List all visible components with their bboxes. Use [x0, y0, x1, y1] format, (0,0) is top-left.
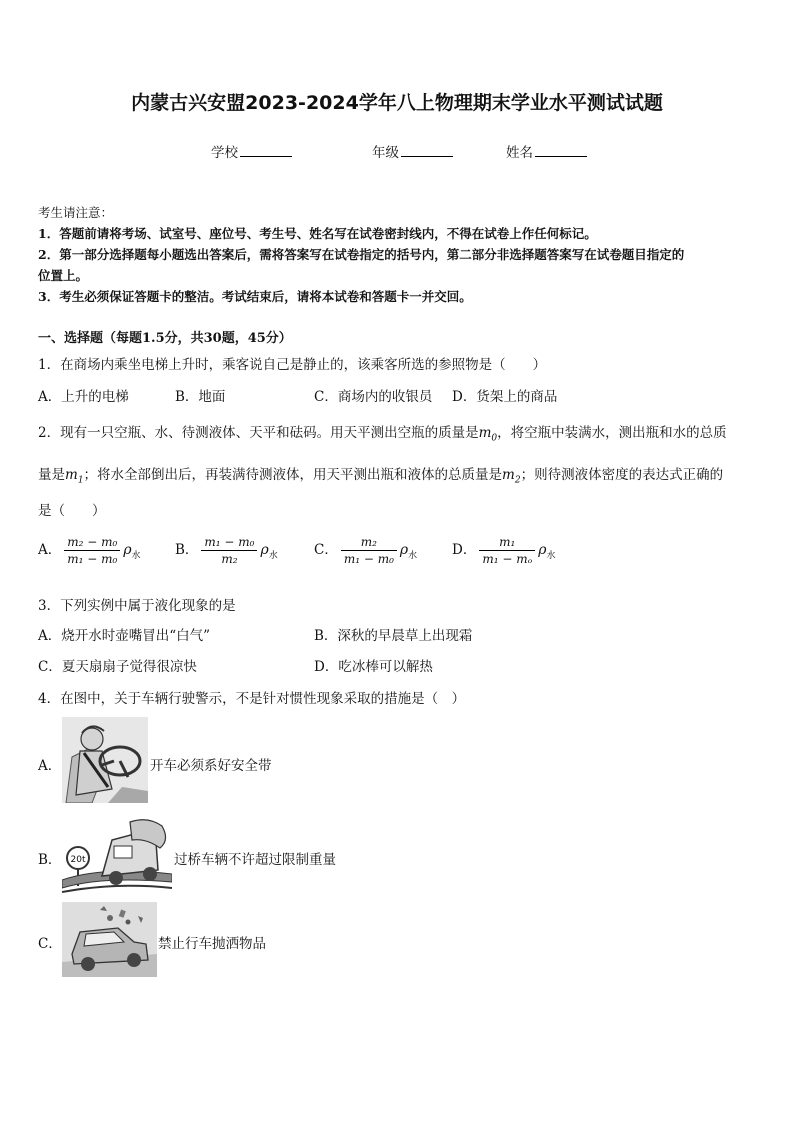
q2-text-1b: ，将空瓶中装满水，测出瓶和水的总质 — [497, 425, 727, 441]
notice-item-3: 3．考生必须保证答题卡的整洁。考试结束后，请将本试卷和答题卡一并交回。 — [38, 289, 472, 304]
q1-option-d[interactable]: D．货架上的商品 — [452, 389, 558, 405]
q3-option-a[interactable]: A．烧开水时壶嘴冒出“白气” — [38, 628, 211, 644]
seatbelt-driver-image — [62, 717, 148, 803]
q2-option-a[interactable] — [38, 534, 141, 567]
q2-option-c[interactable] — [314, 534, 417, 567]
weight-limit-sign-text: 20t — [70, 855, 86, 865]
q2-option-a-label: A． — [38, 542, 62, 558]
q4-option-c-text: 禁止行车抛洒物品 — [158, 936, 266, 952]
bridge-weight-limit-image — [62, 818, 172, 896]
name-blank[interactable] — [535, 144, 587, 157]
q4-option-a-text: 开车必须系好安全带 — [150, 758, 272, 774]
grade-field[interactable] — [372, 141, 453, 161]
q2-option-d-label: D． — [452, 542, 477, 558]
school-field[interactable] — [211, 141, 292, 161]
notice-heading: 考生请注意： — [38, 205, 114, 220]
name-label: 姓名 — [506, 145, 533, 161]
rho-water: $\rho_水$ — [399, 542, 418, 561]
q4-option-b-label[interactable]: B． — [38, 852, 62, 868]
littering-car-image — [62, 902, 157, 977]
q2-option-d[interactable] — [452, 534, 555, 567]
q4-option-a-label[interactable]: A． — [38, 758, 62, 774]
q1-option-a[interactable]: A．上升的电梯 — [38, 389, 129, 405]
q2-m0: $m_0$ — [478, 425, 498, 444]
name-field[interactable] — [506, 141, 587, 161]
q3-option-c[interactable]: C．夏天扇扇子觉得很凉快 — [38, 659, 197, 675]
q2-option-c-fraction: $\frac{\text{m₂}}{\text{m₁ − m₀}}$ — [341, 534, 397, 567]
notice-item-2: 2．第一部分选择题每小题选出答案后，需将答案写在试卷指定的括号内，第二部分非选择题答案写在试卷题目指定的 — [38, 247, 685, 262]
q2-option-b-fraction: $\frac{\text{m₁ − m₀}}{\text{m₂}}$ — [201, 534, 257, 567]
q2-line-1 — [38, 421, 727, 444]
q2-text-2b: ；将水全部倒出后，再装满待测液体，用天平测出瓶和液体的总质量是 — [83, 467, 503, 483]
rho-water: $\rho_水$ — [260, 542, 278, 561]
grade-blank[interactable] — [401, 144, 453, 157]
q3-option-b[interactable]: B．深秋的早晨草上出现霜 — [314, 628, 473, 644]
q1-stem: 1．在商场内乘坐电梯上升时，乘客说自己是静止的，该乘客所选的参照物是（ ） — [38, 357, 547, 373]
q2-option-b-label: B． — [175, 542, 199, 558]
q4-stem: 4．在图中，关于车辆行驶警示，不是针对惯性现象采取的措施是（ ） — [38, 691, 466, 707]
q2-m2: $m_2$ — [502, 467, 521, 486]
q2-text-1a: 2．现有一只空瓶、水、待测液体、天平和砝码。用天平测出空瓶的质量是 — [38, 425, 479, 441]
section-heading: 一、选择题（每题1.5分，共30题，45分） — [38, 331, 292, 346]
q2-text-2a: 量是 — [38, 467, 65, 483]
q3-option-d[interactable]: D．吃冰棒可以解热 — [314, 659, 433, 675]
q4-option-b-text: 过桥车辆不许超过限制重量 — [174, 852, 336, 868]
q3-stem: 3．下列实例中属于液化现象的是 — [38, 598, 236, 614]
q2-option-c-label: C． — [314, 542, 338, 558]
q2-option-b[interactable] — [175, 534, 278, 567]
q2-option-d-fraction: $\frac{\text{m₁}}{\text{m₁ − mₒ}}$ — [479, 534, 535, 567]
q1-option-b[interactable]: B．地面 — [175, 389, 226, 405]
q2-line-3: 是（ ） — [38, 503, 106, 519]
page-title: 内蒙古兴安盟2023-2024学年八上物理期末学业水平测试试题 — [131, 92, 663, 114]
q2-line-2 — [38, 463, 723, 486]
q2-m1: $m_1$ — [65, 467, 84, 486]
notice-item-2-cont: 位置上。 — [38, 268, 89, 283]
q2-text-2c: ；则待测液体密度的表达式正确的 — [520, 467, 724, 483]
q4-option-c-label[interactable]: C． — [38, 936, 62, 952]
q1-option-c[interactable]: C．商场内的收银员 — [314, 389, 433, 405]
q2-option-a-fraction: $\frac{\text{m₂ − m₀}}{\text{m₁ − m₀}}$ — [64, 534, 120, 567]
notice-item-1: 1．答题前请将考场、试室号、座位号、考生号、姓名写在试卷密封线内，不得在试卷上作任何标记。 — [38, 226, 597, 241]
school-blank[interactable] — [240, 144, 292, 157]
grade-label: 年级 — [372, 145, 399, 161]
school-label: 学校 — [211, 145, 238, 161]
rho-water: $\rho_水$ — [123, 542, 141, 561]
rho-water: $\rho_水$ — [538, 542, 556, 561]
